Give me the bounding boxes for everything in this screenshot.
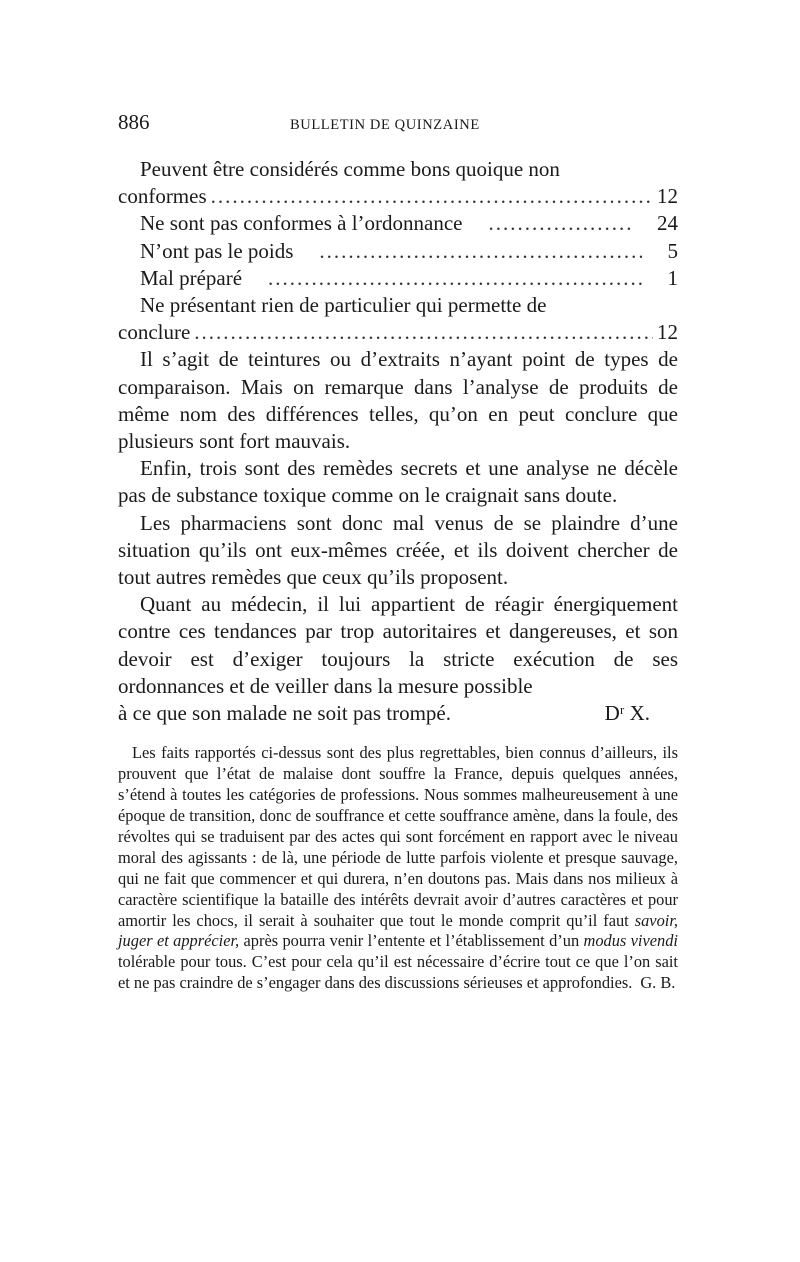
paragraph: Les pharmaciens sont donc mal venus de se plaindre d’une situation qu’ils ont eux-mêmes créée, et ils doivent chercher de tout autres remèdes que ceux qu’ils proposent. [118,510,678,590]
page-number: 886 [118,110,150,134]
list-entry-count: 24 [657,211,678,236]
dot-leader [466,210,631,237]
list-entry [118,319,678,346]
list-entry [118,210,678,237]
page-header [118,110,678,144]
note-text: Les faits rapportés ci-dessus sont des plus regrettables, bien connus d’ailleurs, ils prouvent que l’état de malaise dont souffre la France, depuis quelques années, s’étend à toutes les catégories de professions. Nous sommes malheureusement à une époque de transition, donc de souffrance et cette souffrance amène, dans la foule, des révoltes qui se traduisent par des actes qui sont forcément en rapport avec le niveau moral des agissants : de là, une période de lutte parfois violente et presque sauvage, qui ne fait que commencer et qui durera, n’en doutons pas. Mais dans nos milieux à caractère scientifique la bataille des intérêts devrait avoir d’autres caractères et pour amortir les chocs, il serait à souhaiter que tout le monde comprit qu’il faut [118,743,678,930]
list-entry-count: 12 [657,184,678,209]
list-entry-count: 5 [667,238,678,263]
paragraph: Enfin, trois sont des remèdes secrets et une analyse ne décèle pas de substance toxique comme on le craignait sans doute. [118,456,678,508]
list-entry-label: conclure [118,320,191,345]
list-entry-label-line: Peuvent être considérés comme bons quoique non [140,157,560,181]
body-text [118,346,678,727]
list-entry-label: conformes [118,184,207,209]
note-text: tolérable pour tous. C’est pour cela qu’il est nécessaire d’écrire tout ce que l’on sait et ne pas craindre de s’engager dans des discussions sérieuses et approfondies. [118,952,678,993]
author-signature: Dʳ X. [604,701,650,726]
list-entry-label: Ne sont pas conformes à l’ordonnance [140,211,463,236]
closing-line: à ce que son malade ne soit pas trompé. [118,701,451,726]
note-italic: savoir, juger et apprécier, [118,910,678,951]
list-entry-count: 1 [667,265,678,290]
paragraph: Il s’agit de teintures ou d’extraits n’ayant point de types de comparaison. Mais on remarque dans l’analyse de produits de même nom des différences telles, qu’on en peut conclure que plusieurs sont fort mauvais. [118,347,678,454]
dot-leader [297,238,641,265]
note-italic: modus vivendi [583,931,678,951]
list-entry-label-line: Ne présentant rien de particulier qui permette de [140,293,547,318]
list-entry-count: 12 [657,320,678,345]
list-entry [118,265,678,292]
note-text: après pourra venir l’entente et l’établissement d’un [239,931,584,951]
list-entry [118,238,678,265]
list-entry [118,183,678,210]
list-entry-label: N’ont pas le poids [140,238,294,263]
results-list [118,156,678,346]
running-title: BULLETIN DE QUINZAINE [290,117,480,133]
paragraph: Quant au médecin, il lui appartient de réagir énergiquement contre ces tendances par trop autoritaires et dangereuses, et son devoir est d’exiger toujours la stricte exécution de ses ordonnances et de veiller dans la mesure possible [118,592,678,698]
list-entry-label: Mal préparé [140,265,243,290]
note-signature: G. B. [640,973,676,993]
dot-leader [246,265,641,292]
dot-leader [211,183,653,210]
dot-leader [194,319,653,346]
document-page [118,110,678,1011]
editor-note [118,743,678,994]
signature-line [118,700,678,727]
